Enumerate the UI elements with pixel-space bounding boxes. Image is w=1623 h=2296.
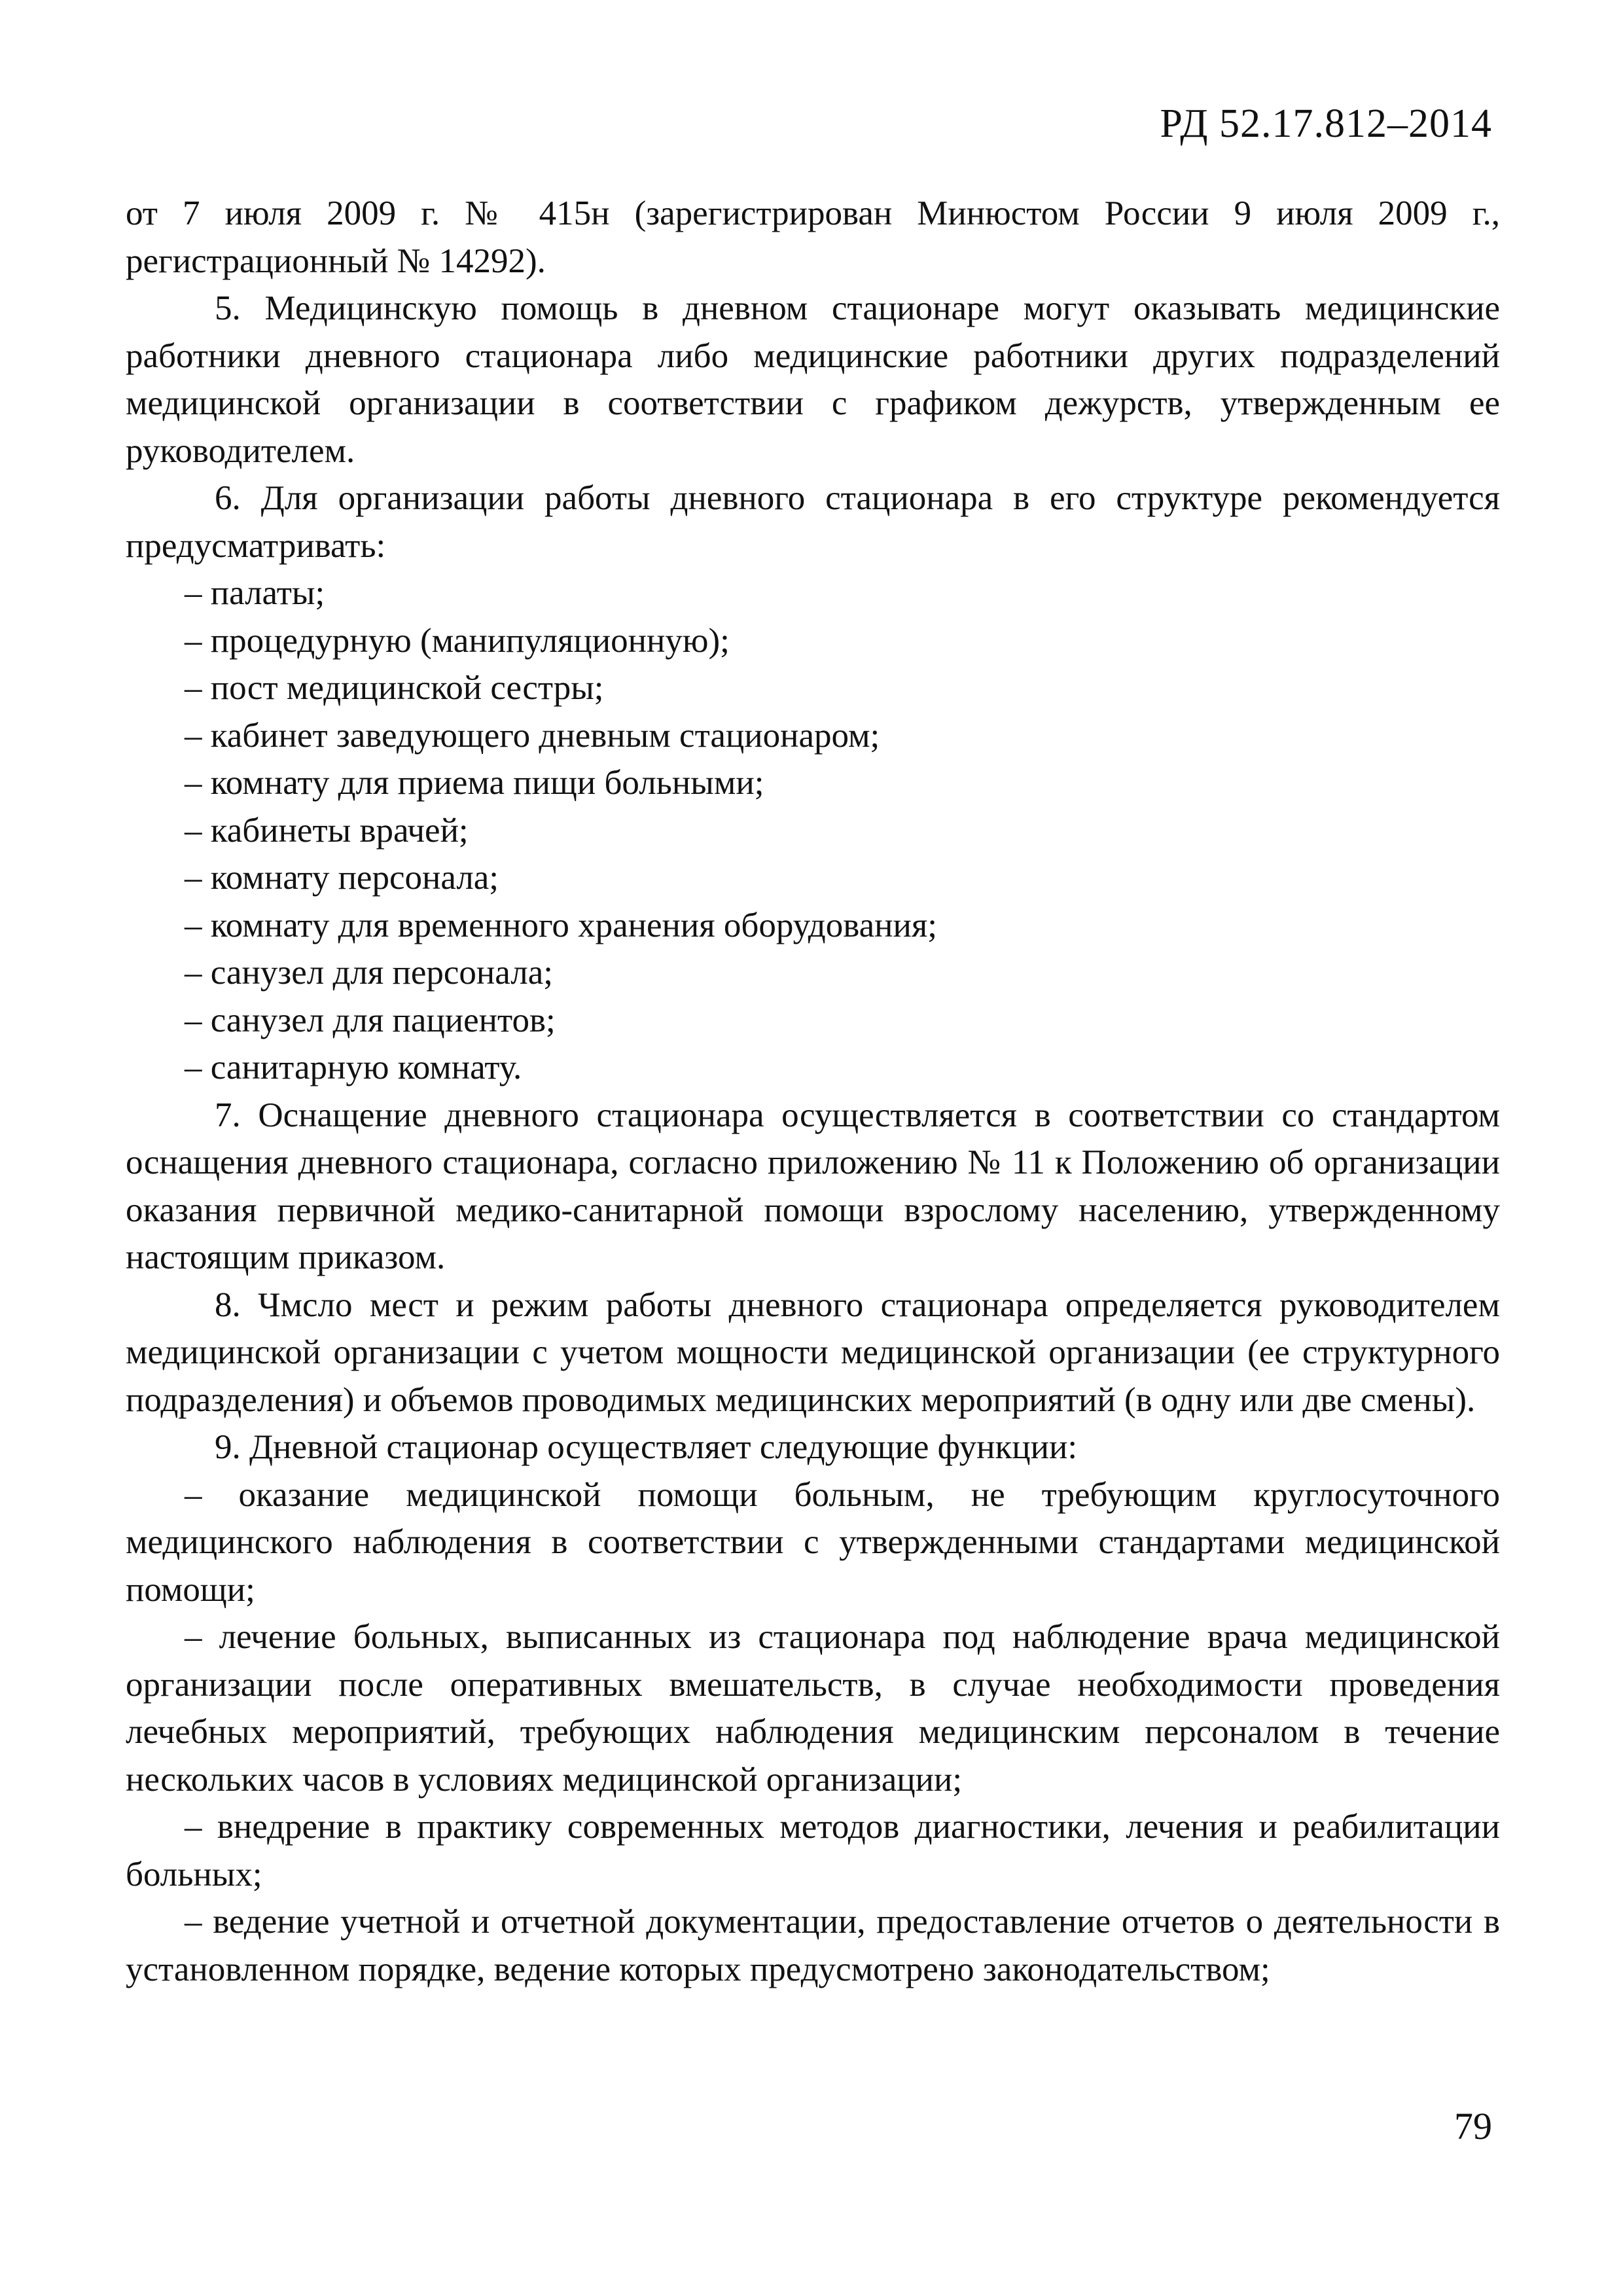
list-item: – кабинеты врачей; xyxy=(185,811,469,850)
function-item: – лечение больных, выписанных из стационара под наблюдение врача медицинской организации после оперативных вмешательств, в случае необходимости проведения лечебных мероприятий, требующих наблюдения медицинским персоналом в течение нескольких часов в условиях медицинской организации; xyxy=(126,1618,1500,1799)
list-item: – санузел для пациентов; xyxy=(185,1001,556,1039)
list-item: – комнату персонала; xyxy=(185,859,499,897)
paragraph-5: 5. Медицинскую помощь в дневном стационаре могут оказывать медицинские работники дневного стационара либо медицинские работники других подразделений медицинской организации в соответствии с графиком дежурств, утвержденным ее руководителем. xyxy=(126,289,1500,470)
page-number: 79 xyxy=(1454,2105,1492,2147)
list-item: – санузел для персонала; xyxy=(185,954,553,992)
paragraph-intro: от 7 июля 2009 г. № 415н (зарегистрирован Минюстом России 9 июля 2009 г., регистрационный № 14292). xyxy=(126,194,1500,280)
list-item: – палаты; xyxy=(185,574,325,612)
paragraph-8: 8. Чмсло мест и режим работы дневного стационара определяется руководителем медицинской организации с учетом мощности медицинской организации (ее структурного подразделения) и объемов проводимых медицинских мероприятий (в одну или две смены). xyxy=(126,1285,1500,1419)
list-item: – санитарную комнату. xyxy=(185,1049,522,1086)
list-item: – пост медицинской сестры; xyxy=(185,669,604,707)
function-item: – оказание медицинской помощи больным, не требующим круглосуточного медицинского наблюдения в соответствии с утвержденными стандартами медицинской помощи; xyxy=(126,1475,1500,1609)
document-body xyxy=(126,190,1500,1993)
list-item: – комнату для временного хранения оборудования; xyxy=(185,906,937,944)
paragraph-6: 6. Для организации работы дневного стационара в его структуре рекомендуется предусматривать: xyxy=(126,479,1500,565)
list-item: – кабинет заведующего дневным стационаром; xyxy=(185,716,880,755)
function-item: – внедрение в практику современных методов диагностики, лечения и реабилитации больных; xyxy=(126,1808,1500,1893)
paragraph-9: 9. Дневной стационар осуществляет следующие функции: xyxy=(215,1428,1078,1466)
document-code: РД 52.17.812–2014 xyxy=(1160,101,1492,146)
function-item: – ведение учетной и отчетной документации, предоставление отчетов о деятельности в установленном порядке, ведение которых предусмотрено законодательством; xyxy=(126,1903,1500,1988)
list-item: – комнату для приема пищи больными; xyxy=(185,764,764,802)
list-item: – процедурную (манипуляционную); xyxy=(185,621,730,660)
paragraph-7: 7. Оснащение дневного стационара осуществляется в соответствии со стандартом оснащения дневного стационара, согласно приложению № 11 к Положению об организации оказания первичной медико-санитарной помощи взрослому населению, утвержденному настоящим приказом. xyxy=(126,1096,1500,1276)
